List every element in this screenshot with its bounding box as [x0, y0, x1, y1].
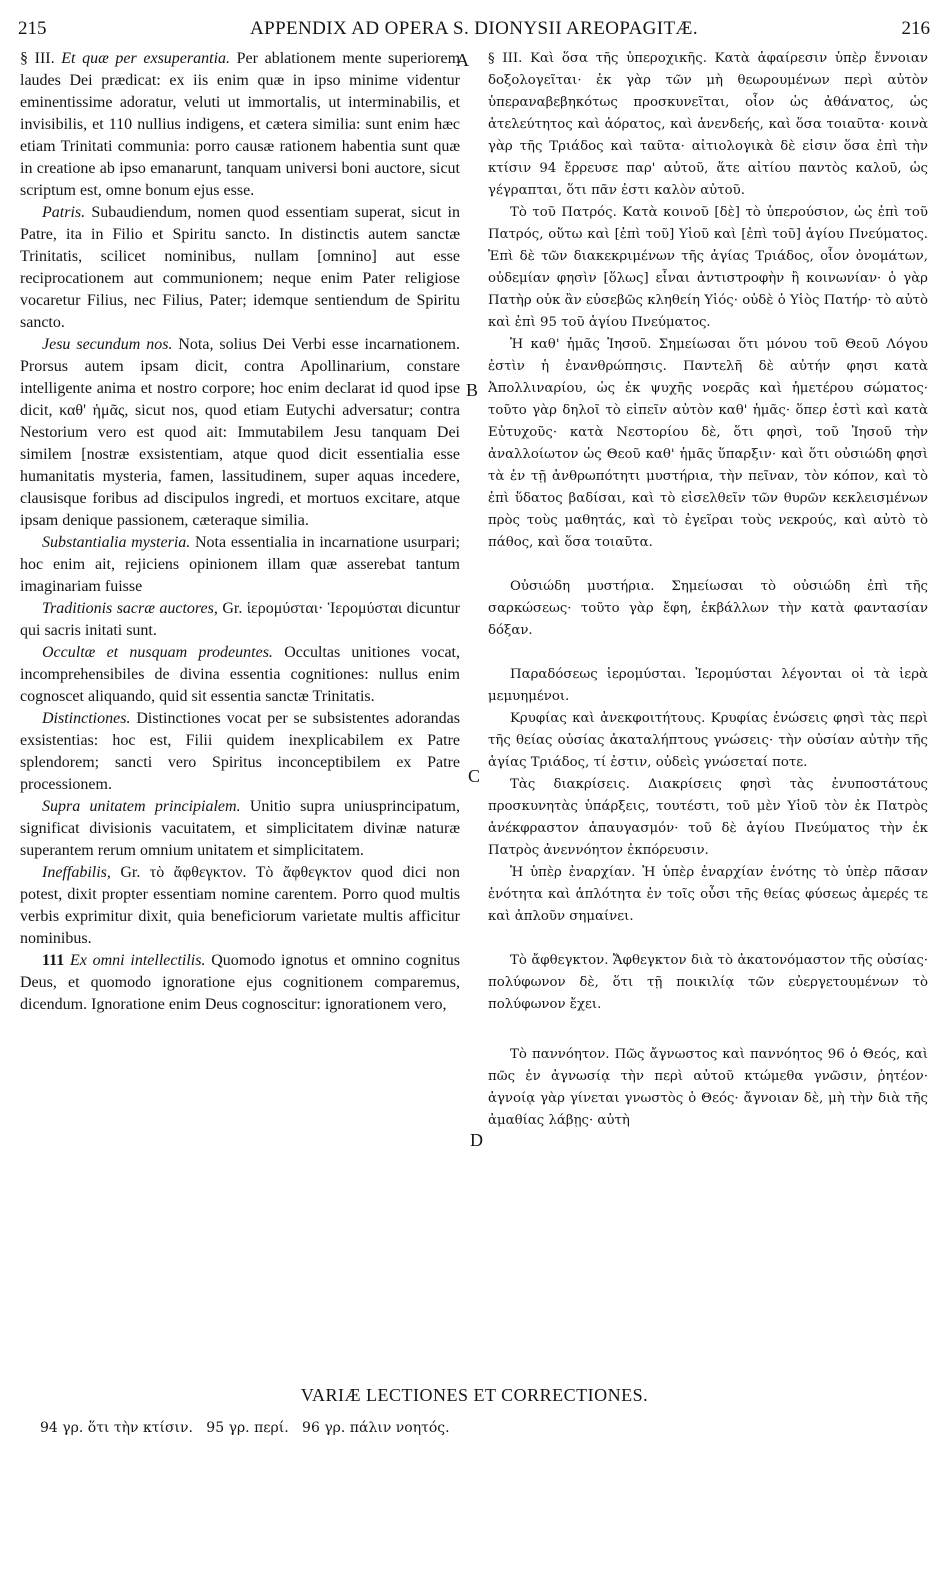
latin-paragraph — [20, 950, 460, 1016]
latin-paragraph — [20, 642, 460, 708]
paragraph-text: Nota essentialia in incarnatione usurpari; hoc enim ait, rejiciens opinionem illam quæ asserebat tantum imaginariam fuisse — [20, 534, 460, 595]
lemma: Et quæ per exsuperantia. — [61, 50, 231, 67]
paragraph-text: Occultas unitiones vocat, incomprehensibiles de divina essentia cognitiones: nullus enim cognoscet aliquando, quid sit essentia sanctæ Trinitatis. — [20, 644, 460, 705]
latin-paragraph — [20, 598, 460, 642]
latin-paragraph — [20, 48, 460, 202]
latin-paragraph — [20, 796, 460, 862]
lemma: Jesu secundum nos. — [42, 336, 173, 353]
running-title: APPENDIX AD OPERA S. DIONYSII AREOPAGITÆ. — [249, 18, 698, 39]
page-marker: 111 — [42, 952, 65, 969]
latin-column — [20, 48, 460, 1376]
latin-paragraph — [20, 334, 460, 532]
section-number: § III. — [20, 50, 55, 67]
page-number-right: 216 — [901, 18, 930, 39]
latin-paragraph — [20, 532, 460, 598]
greek-paragraph: Τὰς διακρίσεις. Διακρίσεις φησὶ τὰς ἐνυποστάτους προσκυνητὰς ὑπάρξεις, τουτέστι, τοῦ μὲν Υἱοῦ τὸν ἐκ Πατρὸς ἀνέκφραστον ἀπαυγασμόν· τοῦ δὲ ἁγίου Πνεύματος τὴν ἐκ Πατρὸς ἀνεννόητον ἐκπόρευσιν. — [488, 777, 928, 858]
lemma: Ex omni intellectilis. — [70, 952, 206, 969]
greek-paragraph: Ἡ ὑπὲρ ἐναρχίαν. Ἡ ὑπὲρ ἐναρχίαν ἑνότης τὸ ὑπὲρ πᾶσαν ἑνότητα καὶ ἁπλότητα ἐν τοῖς οὖσι τῆς θείας φύσεως ἀμερές τε καὶ ἁπλοῦν σημαίνει. — [488, 865, 928, 924]
paragraph-text: Unitio supra uniusprincipatum, significat divisionis vacuitatem, et simplicitatem divinæ naturæ superantem rerum omnium unitatem et simplicitatem. — [20, 798, 460, 859]
paragraph-text: Per ablationem mente superiorem laudes Dei prædicat: ex iis enim quæ in ipso minime videntur eminentissime adoratur, veluti ut immortalis, ut interminabilis, et invisibilis, et 110 nullius indigens, et cætera similia: sunt enim hæc etiam Trinitati communia: porro causæ rationem habentia sunt quæ in creatione ab ipso emanarunt, tanquam universi boni auctore, sicut scriptum est, omne bonum ejus esse. — [20, 50, 460, 199]
lemma: Substantialia mysteria. — [42, 534, 191, 551]
greek-paragraph: Τὸ ἄφθεγκτον. Ἄφθεγκτον διὰ τὸ ἀκατονόμαστον τῆς οὐσίας· πολύφωνον δὲ, ὅτι τῇ ποικιλίᾳ τῶν εὐεργετουμένων τὸ πολύφωνον ἔχει. — [488, 953, 928, 1012]
greek-column — [488, 48, 928, 1376]
latin-paragraph — [20, 202, 460, 334]
lemma: Patris. — [42, 204, 86, 221]
lemma: Distinctiones. — [42, 710, 131, 727]
margin-letter-c: C — [468, 766, 481, 786]
paragraph-text: Distinctiones vocat per se subsistentes adorandas exsistentias: hoc est, Filii quidem inexplicabilem ex Patre splendorem; sancti vero Spiritus inconceptibilem ex Patre processionem. — [20, 710, 460, 793]
paragraph-text: Nota, solius Dei Verbi esse incarnationem. Prorsus autem ipsam dicit, contra Apollinarium, constare intelligente anima et nostro corpore; hoc enim declarat id quod ipse dicit, καθ' ἡμᾶς, sicut nos, quod etiam Eutychi adversatur; contra Nestorium vero est quod ait: Immutabilem Jesu tanquam Dei similem [nostræ exsistentiam, atque quod dicit essentialia esse humanitatis mysteria, famen, lassitudinem, super aquas incedere, clausisque foribus ad discipulos ingredi, et mortuos excitare, atque ipsam denique passionem, cæteraque similia. — [20, 336, 460, 529]
greek-paragraph: Τὸ τοῦ Πατρός. Κατὰ κοινοῦ [δὲ] τὸ ὑπερούσιον, ὡς ἐπὶ τοῦ Πατρός, οὕτω καὶ [ἐπὶ τοῦ] Υἱοῦ καὶ [ἐπὶ τοῦ] ἁγίου Πνεύματος. Ἐπὶ δὲ τῶν διακεκριμένων τῆς ἁγίας Τριάδος, οἷον ὀνομάτων, οὐδεμίαν φησὶν [ὅλως] εἶναι ἀντιστροφὴν ἢ κοινωνίαν· ὁ γὰρ Πατὴρ οὐκ ἂν εὐσεβῶς κληθείη Υἱός· οὐδὲ ὁ Υἱὸς Πατήρ· τὸ αὐτὸ καὶ ἐπὶ 95 τοῦ ἁγίου Πνεύματος. — [488, 205, 928, 330]
latin-paragraph — [20, 708, 460, 796]
variae-lectiones-title: VARIÆ LECTIONES ET CORRECTIONES. — [300, 1385, 649, 1405]
variae-lectiones-notes: 94 γρ. ὅτι τὴν κτίσιν. 95 γρ. περί. 96 γρ. πάλιν νοητός. — [40, 1420, 450, 1436]
page-header — [18, 18, 930, 46]
paragraph-text: Gr. τὸ ἄφθεγκτον. Τὸ ἄφθεγκτον quod dici non potest, dixit propter essentiam nomine carentem. Porro quod multis verbis exprimitur dixit, quia beneficiorum varietate multis afficitur nominibus. — [20, 864, 460, 947]
greek-paragraph: Τὸ παννόητον. Πῶς ἄγνωστος καὶ παννόητος 96 ὁ Θεός, καὶ πῶς ἐν ἀγνωσίᾳ τὴν περὶ αὐτοῦ κτώμεθα γνῶσιν, ῥητέον· ἀγνοίᾳ γὰρ γίνεται γνωστὸς ὁ Θεός· ἄγνοιαν δὲ, μὴ τὴν διὰ τῆς ἀμαθίας λάβῃς· αὐτὴ — [488, 1047, 928, 1128]
greek-paragraph: Ἡ καθ' ἡμᾶς Ἰησοῦ. Σημείωσαι ὅτι μόνου τοῦ Θεοῦ Λόγου ἐστὶν ἡ ἐνανθρώπησις. Παντελῆ δὲ αὐτήν φησι κατὰ Ἀπολλιναρίου, ὡς ἐκ ψυχῆς νοερᾶς καὶ ἡμετέρου σώματος· τοῦτο γὰρ δηλοῖ τὸ εἰπεῖν αὐτὸν καθ' ἡμᾶς· ὅπερ ἐστὶ καὶ κατὰ Εὐτυχοῦς· κατὰ Νεστορίου δὲ, ὅτι φησὶ, τοῦ Ἰησοῦ τὴν ἀναλλοίωτον ὡς Θεοῦ καθ' ἡμᾶς ὕπαρξιν· καὶ ὅτι οὐσιώδη φησὶ τὰ ἐν τῇ ἀνθρωπότητι μυστήρια, τὴν πεῖναν, τὸν κόπον, καὶ τὸ ἐπὶ ὕδατος βαδίσαι, καὶ τὸ εἰσελθεῖν τῶν θυρῶν κεκλεισμένων πρὸς τοὺς μαθητάς, καὶ τὸ ἐγεῖραι τοὺς νεκρούς, καὶ αὐτὸ τὸ πάθος, καὶ ὅσα τοιαῦτα. — [488, 337, 928, 550]
margin-letter-a: A — [456, 50, 469, 70]
greek-paragraph: Κρυφίας καὶ ἀνεκφοιτήτους. Κρυφίας ἑνώσεις φησὶ τὰς περὶ τῆς θείας οὐσίας ἀκαταλήπτους γνώσεις· τὴν οὐσίαν αὐτὴν τῆς ἁγίας Τριάδος, τί ἐστιν, οὐδεὶς γνώσεταί ποτε. — [488, 711, 928, 770]
paragraph-text: Gr. ἱερομύσται· Ἱερομύσται dicuntur qui sacris initati sunt. — [20, 600, 460, 639]
lemma: Traditionis sacræ auctores, — [42, 600, 218, 617]
lemma: Occultæ et nusquam prodeuntes. — [42, 644, 273, 661]
margin-letter-d: D — [470, 1130, 483, 1150]
paragraph-text: Quomodo ignotus et omnino cognitus Deus, et quomodo ignoratione ejus cognitionem comparemus, dicendum. Ignoratione enim Deus cognoscitur: ignorationem vero, — [20, 952, 460, 1013]
greek-paragraph: § III. Καὶ ὅσα τῆς ὑπεροχικῆς. Κατὰ ἀφαίρεσιν ὑπὲρ ἔννοιαν δοξολογεῖται· ἐκ γὰρ τῶν μὴ θεωρουμένων περὶ αὐτὸν ὑπεραναβεβηκότως προσκυνεῖται, οἷον ὡς ἀθάνατος, ὡς ἀτελεύτητος καὶ ἀόρατος, καὶ ἀνενδεής, καὶ ὅσα τοιαῦτα· κοινὰ γὰρ τῆς Τριάδος καὶ ταῦτα· αἰτιολογικὰ δὲ εἰσιν ὅσα ἐπὶ τὴν κτίσιν 94 ἔρρευσε παρ' αὐτοῦ, ἅτε αἰτίου παντὸς καλοῦ, ὡς γέγραπται, ὅτι πᾶν ἐστι καλὸν αὐτοῦ. — [488, 51, 928, 198]
lemma: Supra unitatem principialem. — [42, 798, 241, 815]
lemma: Ineffabilis, — [42, 864, 111, 881]
greek-paragraph: Οὐσιώδη μυστήρια. Σημείωσαι τὸ οὐσιώδη ἐπὶ τῆς σαρκώσεως· τοῦτο γὰρ ἔφη, ἐκβάλλων τὴν κατὰ φαντασίαν δόξαν. — [488, 579, 928, 638]
margin-letter-b: B — [466, 380, 479, 400]
greek-paragraph: Παραδόσεως ἱερομύσται. Ἱερομύσται λέγονται οἱ τὰ ἱερὰ μεμυημένοι. — [488, 667, 928, 704]
page-number-left: 215 — [18, 18, 47, 39]
paragraph-text: Subaudiendum, nomen quod essentiam superat, sicut in Patre, ita in Filio et Spiritu sancto. In distinctis autem sanctæ Trinitatis, scilicet nominibus, nullam [omnino] aut esse reciprocationem aut communionem; neque enim Pater religiose vocaretur Filius, nec Filius, Pater; idemque sentiendum de Spiritu sancto. — [20, 204, 460, 331]
latin-paragraph — [20, 862, 460, 950]
